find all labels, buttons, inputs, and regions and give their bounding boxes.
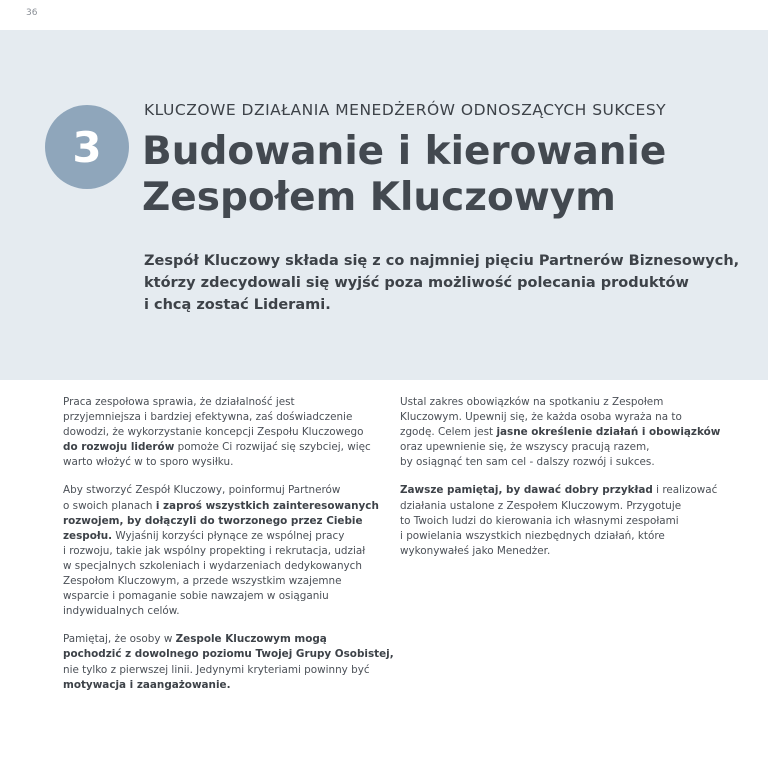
text-line: dowodzi, że wykorzystanie koncepcji Zespołu Kluczowego bbox=[63, 426, 364, 439]
text-line: wykonywałeś jako Menedżer. bbox=[400, 544, 551, 557]
lead-line: Zespół Kluczowy składa się z co najmniej pięciu Partnerów Biznesowych, bbox=[144, 253, 740, 269]
text-line bbox=[63, 632, 383, 647]
text-line bbox=[400, 425, 720, 440]
left-column bbox=[63, 395, 394, 706]
text-line bbox=[63, 529, 383, 544]
bold-text: do rozwoju liderów bbox=[63, 441, 175, 454]
paragraph bbox=[63, 483, 383, 619]
bold-text: motywacja i zaangażowanie. bbox=[63, 678, 231, 691]
text-line: wsparcie i pomaganie sobie nawzajem w osiąganiu bbox=[63, 590, 329, 603]
text-line: indywidualnych celów. bbox=[63, 605, 180, 618]
text-line: warto włożyć w to sporo wysiłku. bbox=[63, 456, 234, 469]
text-line: i rozwoju, takie jak wspólny propekting i rekrutacja, udział bbox=[63, 544, 366, 557]
text-line bbox=[63, 678, 383, 693]
page-title-line: Zespołem Kluczowym bbox=[142, 175, 616, 220]
text-line: oraz upewnienie się, że wszyscy pracują razem, bbox=[400, 441, 650, 454]
bold-text: zespołu. bbox=[63, 529, 113, 542]
text-run: zgodę. Celem jest bbox=[400, 426, 497, 439]
lead-paragraph bbox=[144, 250, 740, 316]
paragraph bbox=[400, 483, 720, 558]
text-run: i realizować bbox=[652, 484, 718, 497]
bold-text: jasne określenie działań i obowiązków bbox=[496, 426, 721, 439]
bold-text: Zespole Kluczowym mogą bbox=[175, 633, 327, 646]
text-line: to Twoich ludzi do kierowania ich własnymi zespołami bbox=[400, 514, 679, 527]
text-line: Aby stworzyć Zespół Kluczowy, poinformuj Partnerów bbox=[63, 484, 341, 497]
bold-text: i zaproś wszystkich zainteresowanych bbox=[155, 499, 379, 512]
paragraph bbox=[63, 632, 394, 692]
page-title bbox=[142, 129, 666, 221]
page-number: 36 bbox=[26, 8, 38, 18]
text-line: Zespołom Kluczowym, a przede wszystkim wzajemne bbox=[63, 575, 342, 588]
text-line bbox=[63, 499, 383, 514]
text-line: w specjalnych szkoleniach i wydarzeniach dedykowanych bbox=[63, 559, 362, 572]
text-line: nie tylko z pierwszej linii. Jedynymi kryteriami powinny być bbox=[63, 663, 370, 676]
text-line bbox=[63, 440, 383, 455]
paragraph bbox=[400, 395, 720, 470]
text-line: Kluczowym. Upewnij się, że każda osoba wyraża na to bbox=[400, 411, 682, 424]
text-run: Wyjaśnij korzyści płynące ze wspólnej pracy bbox=[112, 529, 345, 542]
text-run: Pamiętaj, że osoby w bbox=[63, 633, 176, 646]
lead-line: i chcą zostać Liderami. bbox=[144, 297, 331, 313]
bold-text: Zawsze pamiętaj, by dawać dobry przykład bbox=[400, 484, 653, 497]
text-line bbox=[63, 514, 383, 529]
text-run: o swoich planach bbox=[63, 499, 156, 512]
text-line: Praca zespołowa sprawia, że działalność jest bbox=[63, 396, 295, 408]
chapter-number-badge: 3 bbox=[45, 105, 129, 189]
text-line: by osiągnąć ten sam cel - dalszy rozwój i sukces. bbox=[400, 456, 655, 469]
right-column bbox=[400, 395, 720, 572]
lead-line: którzy zdecydowali się wyjść poza możliwość polecania produktów bbox=[144, 275, 689, 291]
paragraph bbox=[63, 395, 383, 470]
section-kicker: KLUCZOWE DZIAŁANIA MENEDŻERÓW ODNOSZĄCYCH SUKCESY bbox=[144, 101, 667, 119]
text-run: pomoże Ci rozwijać się szybciej, więc bbox=[174, 441, 371, 454]
bold-text: rozwojem, by dołączyli do tworzonego przez Ciebie bbox=[63, 514, 363, 527]
text-line: i powielania wszystkich niezbędnych działań, które bbox=[400, 529, 665, 542]
text-line: Ustal zakres obowiązków na spotkaniu z Zespołem bbox=[400, 396, 664, 408]
text-line bbox=[400, 483, 720, 498]
text-line: przyjemniejsza i bardziej efektywna, zaś doświadczenie bbox=[63, 411, 353, 424]
bold-text: pochodzić z dowolnego poziomu Twojej Grupy Osobistej, bbox=[63, 648, 394, 661]
text-line bbox=[63, 647, 394, 662]
text-line: działania ustalone z Zespołem Kluczowym. Przygotuje bbox=[400, 499, 682, 512]
page-title-line: Budowanie i kierowanie bbox=[142, 129, 667, 174]
